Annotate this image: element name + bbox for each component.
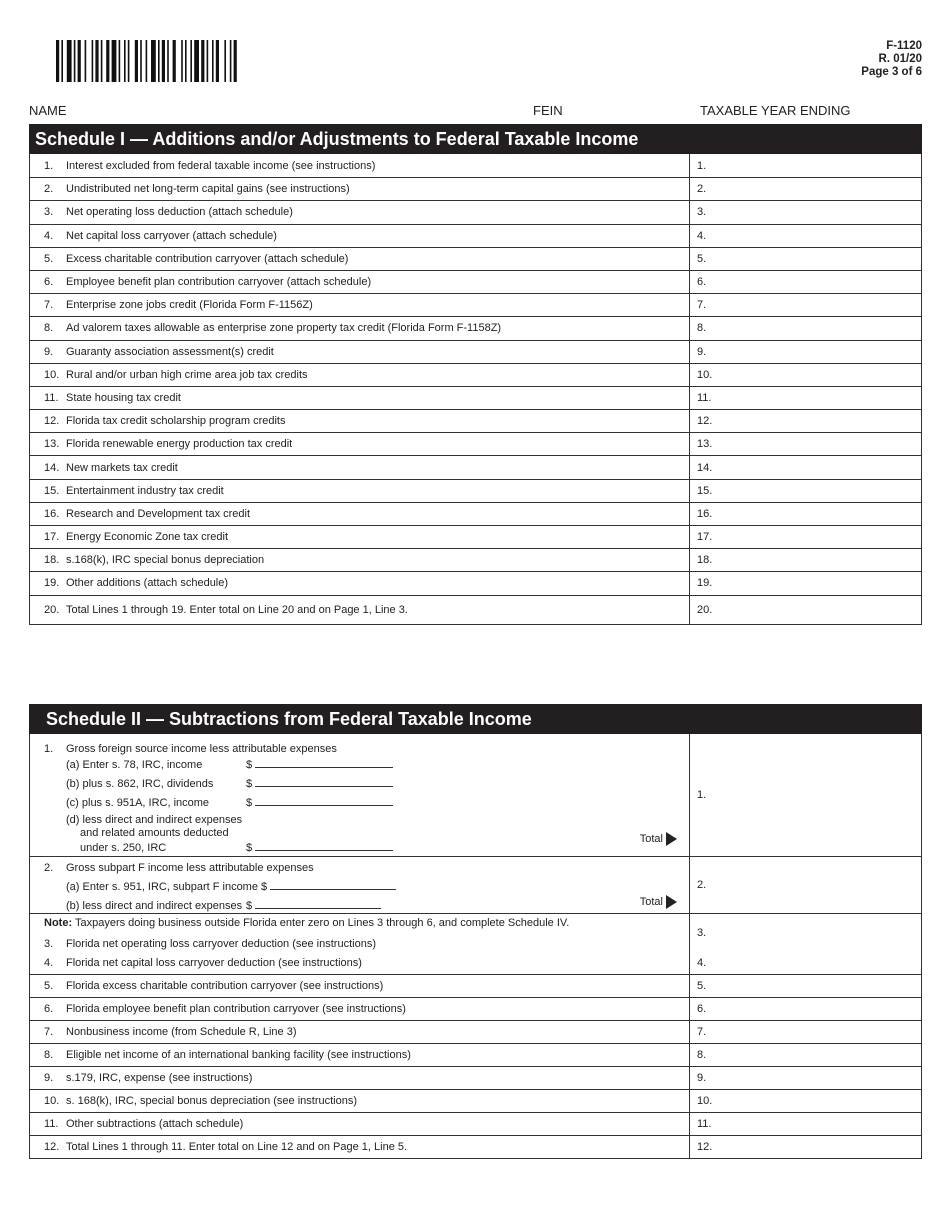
- line-amount-box[interactable]: 16.: [697, 507, 713, 520]
- line-text: Excess charitable contribution carryover (attach schedule): [66, 252, 349, 265]
- line-description: [30, 248, 690, 270]
- line-text: Other additions (attach schedule): [66, 577, 229, 590]
- line-description: [30, 154, 690, 177]
- schedule-i-line-row: [30, 224, 921, 247]
- barcode-bar: [124, 40, 126, 82]
- line-description: [30, 1113, 690, 1135]
- line-number: 5.: [44, 980, 54, 992]
- barcode-bar: [230, 40, 232, 82]
- line-number: 18.: [44, 554, 60, 567]
- line-description: [30, 526, 690, 548]
- schedule-ii-line-row: [30, 1020, 921, 1043]
- barcode-bar: [224, 40, 226, 82]
- line-number: 2.: [44, 862, 54, 874]
- line-number: 19.: [44, 577, 60, 590]
- line-description: [30, 456, 690, 478]
- line-number: 7.: [44, 1026, 54, 1038]
- line-amount-box[interactable]: 5.: [697, 252, 707, 265]
- schedule-ii-line-row: [30, 1066, 921, 1089]
- total-label: Total: [639, 833, 663, 845]
- line-1b-label: (b) plus s. 862, IRC, dividends: [66, 778, 214, 790]
- arrow-right-icon: [666, 895, 677, 909]
- line-description: [30, 1021, 690, 1043]
- line-text: Florida excess charitable contribution carryover (see instructions): [66, 980, 384, 992]
- form-revision: R. 01/20: [878, 53, 922, 65]
- line-text: Entertainment industry tax credit: [66, 484, 224, 497]
- line-description: [30, 341, 690, 363]
- line-2-amount-box[interactable]: 2.: [697, 879, 707, 891]
- line-amount-box[interactable]: 10.: [697, 1095, 713, 1107]
- line-amount-box[interactable]: 18.: [697, 554, 713, 567]
- barcode-bar: [146, 40, 148, 82]
- line-description: [30, 572, 690, 594]
- line-amount-box[interactable]: 9.: [697, 345, 707, 358]
- note-label: Note:: [44, 917, 73, 929]
- line-amount-box[interactable]: 12.: [697, 415, 713, 428]
- line-amount-box[interactable]: 7.: [697, 1026, 707, 1038]
- line-2a-label: (a) Enter s. 951, IRC, subpart F income $: [66, 881, 268, 893]
- line-number: 17.: [44, 531, 60, 544]
- schedule-i-line-row: [30, 595, 921, 624]
- schedule-i: [29, 124, 922, 625]
- line-text: s. 168(k), IRC, special bonus depreciation (see instructions): [66, 1095, 358, 1107]
- barcode-bar: [173, 40, 176, 82]
- line-number: 11.: [44, 391, 59, 404]
- barcode-bar: [56, 40, 59, 82]
- line-number: 13.: [44, 438, 60, 451]
- schedule-i-line-row: [30, 363, 921, 386]
- line-amount-box[interactable]: 7.: [697, 299, 707, 312]
- dollar-sign: $: [246, 842, 253, 854]
- line-amount-box[interactable]: 15.: [697, 484, 713, 497]
- schedule-i-line-row: [30, 293, 921, 316]
- barcode-bar: [194, 40, 199, 82]
- line-number: 6.: [44, 276, 54, 289]
- line-text: Interest excluded from federal taxable income (see instructions): [66, 159, 376, 172]
- dollar-sign: $: [246, 759, 253, 771]
- line-text: Net capital loss carryover (attach schedule): [66, 229, 277, 242]
- line-text: Nonbusiness income (from Schedule R, Line 3): [66, 1026, 297, 1038]
- name-label: NAME: [29, 103, 67, 118]
- note-text: Taxpayers doing business outside Florida enter zero on Lines 3 through 6, and complete Schedule IV.: [72, 917, 570, 929]
- barcode-bar: [162, 40, 165, 82]
- barcode-bar: [61, 40, 63, 82]
- schedule-ii: [29, 704, 922, 1159]
- line-description: [30, 975, 690, 997]
- line-1d-label-1: (d) less direct and indirect expenses: [66, 814, 243, 826]
- line-description: [30, 596, 690, 624]
- line-text: Total Lines 1 through 11. Enter total on Line 12 and on Page 1, Line 5.: [66, 1141, 408, 1153]
- schedule-ii-line-row: [30, 974, 921, 997]
- line-1-text: Gross foreign source income less attributable expenses: [66, 743, 337, 755]
- line-description: [30, 503, 690, 525]
- line-amount-box[interactable]: 13.: [697, 438, 713, 451]
- line-text: Undistributed net long-term capital gains (see instructions): [66, 183, 350, 196]
- taxable-year-label: TAXABLE YEAR ENDING: [700, 103, 851, 118]
- line-description: [30, 998, 690, 1020]
- line-text: Total Lines 1 through 19. Enter total on Line 20 and on Page 1, Line 3.: [66, 603, 408, 616]
- line-amount-box[interactable]: 11.: [697, 1118, 712, 1130]
- schedule-ii-line-row: [30, 951, 921, 974]
- line-description: [30, 225, 690, 247]
- schedule-i-line-row: [30, 571, 921, 594]
- total-label: Total: [639, 896, 663, 908]
- line-text: State housing tax credit: [66, 391, 181, 404]
- line-amount-box[interactable]: 20.: [697, 603, 713, 616]
- line-text: Employee benefit plan contribution carryover (attach schedule): [66, 276, 372, 289]
- line-1c-field[interactable]: [255, 795, 393, 806]
- barcode-bar: [95, 40, 98, 82]
- fein-label: FEIN: [533, 103, 563, 118]
- line-number: 6.: [44, 1003, 54, 1015]
- form-number: F-1120: [886, 40, 922, 52]
- schedule-ii-line-row: [30, 1043, 921, 1066]
- barcode-bar: [167, 40, 169, 82]
- barcode-bar: [181, 40, 183, 82]
- line-text: s.168(k), IRC special bonus depreciation: [66, 554, 265, 567]
- barcode-bar: [190, 40, 192, 82]
- line-text: Guaranty association assessment(s) credit: [66, 345, 274, 358]
- line-amount-box[interactable]: 9.: [697, 1072, 707, 1084]
- schedule-ii-line-3: [30, 913, 921, 951]
- line-amount-box[interactable]: 4.: [697, 956, 707, 969]
- line-3-text: Florida net operating loss carryover deduction (see instructions): [66, 938, 376, 950]
- schedule-i-line-row: [30, 270, 921, 293]
- line-number: 9.: [44, 345, 54, 358]
- line-number: 12.: [44, 415, 60, 428]
- line-number: 12.: [44, 1141, 60, 1153]
- barcode-bar: [216, 40, 219, 82]
- barcode-bar: [212, 40, 214, 82]
- schedule-ii-line-row: [30, 1112, 921, 1135]
- line-1d-label-3: under s. 250, IRC: [80, 842, 167, 854]
- line-description: [30, 480, 690, 502]
- dollar-sign: $: [246, 778, 253, 790]
- barcode-bar: [92, 40, 94, 82]
- line-text: Energy Economic Zone tax credit: [66, 531, 229, 544]
- line-number: 1.: [44, 743, 54, 755]
- schedule-ii-title: Schedule II — Subtractions from Federal Taxable Income: [29, 704, 922, 734]
- line-text: Eligible net income of an international banking facility (see instructions): [66, 1049, 411, 1061]
- line-text: Rural and/or urban high crime area job tax credits: [66, 368, 308, 381]
- line-description: [30, 364, 690, 386]
- line-number: 15.: [44, 484, 60, 497]
- line-1c-label: (c) plus s. 951A, IRC, income: [66, 797, 210, 809]
- schedule-ii-line-row: [30, 1089, 921, 1112]
- dollar-sign: $: [246, 900, 253, 912]
- barcode-bar: [112, 40, 117, 82]
- schedule-i-line-row: [30, 525, 921, 548]
- barcode-bar: [128, 40, 130, 82]
- barcode-bar: [67, 40, 72, 82]
- barcode-bar: [74, 40, 76, 82]
- line-text: Florida renewable energy production tax credit: [66, 438, 293, 451]
- line-number: 5.: [44, 252, 54, 265]
- line-amount-box[interactable]: 17.: [697, 531, 713, 544]
- line-1a-field[interactable]: [255, 757, 393, 768]
- line-number: 16.: [44, 507, 60, 520]
- line-description: [30, 201, 690, 223]
- line-1-total: [640, 832, 677, 846]
- schedule-i-line-row: [30, 247, 921, 270]
- schedule-i-line-row: [30, 409, 921, 432]
- schedule-ii-line-2: [30, 856, 921, 913]
- barcode-bar: [158, 40, 160, 82]
- line-description: [30, 271, 690, 293]
- line-description: [30, 951, 690, 974]
- line-description: [30, 294, 690, 316]
- line-description: [30, 1090, 690, 1112]
- line-number: 10.: [44, 368, 60, 381]
- line-amount-box[interactable]: 2.: [697, 183, 707, 196]
- schedule-i-line-row: [30, 340, 921, 363]
- line-description: [30, 317, 690, 339]
- schedule-i-line-row: [30, 548, 921, 571]
- line-number: 3.: [44, 938, 54, 950]
- schedule-i-line-row: [30, 479, 921, 502]
- line-text: Ad valorem taxes allowable as enterprise zone property tax credit (Florida Form F-1158Z): [66, 322, 502, 335]
- barcode-bar: [101, 40, 103, 82]
- line-amount-box[interactable]: 12.: [697, 1141, 713, 1153]
- schedule-ii-line-row: [30, 997, 921, 1020]
- line-amount-box[interactable]: 8.: [697, 1049, 707, 1061]
- line-text: Florida employee benefit plan contribution carryover (see instructions): [66, 1003, 406, 1015]
- line-number: 1.: [44, 159, 54, 172]
- line-text: Net operating loss deduction (attach schedule): [66, 206, 293, 219]
- line-amount-box[interactable]: 10.: [697, 368, 713, 381]
- line-text: Enterprise zone jobs credit (Florida Form F-1156Z): [66, 299, 313, 312]
- barcode-bar: [140, 40, 142, 82]
- barcode-bar: [135, 40, 138, 82]
- line-amount-box[interactable]: 5.: [697, 980, 707, 992]
- line-description: [30, 433, 690, 455]
- barcode-bar: [85, 40, 87, 82]
- schedule-i-title: Schedule I — Additions and/or Adjustments to Federal Taxable Income: [29, 124, 922, 154]
- schedule-i-line-row: [30, 177, 921, 200]
- barcode-bar: [201, 40, 204, 82]
- line-number: 8.: [44, 1049, 54, 1061]
- line-amount-box[interactable]: 11.: [697, 391, 712, 404]
- line-number: 3.: [44, 206, 54, 219]
- line-number: 4.: [44, 956, 54, 969]
- line-1b-field[interactable]: [255, 776, 393, 787]
- line-number: 8.: [44, 322, 54, 335]
- line-description: [30, 549, 690, 571]
- dollar-sign: $: [246, 797, 253, 809]
- schedule-i-line-row: [30, 455, 921, 478]
- line-amount-box[interactable]: 1.: [697, 159, 707, 172]
- line-description: [30, 387, 690, 409]
- barcode-bar: [151, 40, 156, 82]
- barcode-bar: [234, 40, 237, 82]
- line-text: Research and Development tax credit: [66, 507, 251, 520]
- line-description: [30, 178, 690, 200]
- schedule-ii-note: [44, 916, 689, 931]
- line-2b-field[interactable]: [255, 898, 381, 909]
- barcode-bar: [185, 40, 187, 82]
- line-amount-box[interactable]: 3.: [697, 206, 707, 219]
- page-number: Page 3 of 6: [861, 66, 922, 78]
- line-number: 7.: [44, 299, 54, 312]
- line-1d-field[interactable]: [255, 840, 393, 851]
- line-amount-box[interactable]: 8.: [697, 322, 707, 335]
- schedule-ii-line-1: [30, 734, 921, 856]
- schedule-i-line-row: [30, 316, 921, 339]
- barcode-bar: [106, 40, 109, 82]
- schedule-i-line-row: [30, 502, 921, 525]
- line-text: New markets tax credit: [66, 461, 178, 474]
- line-number: 2.: [44, 183, 54, 196]
- line-2-total: [640, 895, 677, 909]
- barcode-bar: [119, 40, 121, 82]
- line-1-amount-box[interactable]: 1.: [697, 789, 707, 801]
- line-description: [30, 410, 690, 432]
- line-text: Florida tax credit scholarship program credits: [66, 415, 286, 428]
- line-1a-label: (a) Enter s. 78, IRC, income: [66, 759, 203, 771]
- arrow-right-icon: [666, 832, 677, 846]
- line-text: Other subtractions (attach schedule): [66, 1118, 244, 1130]
- line-number: 10.: [44, 1095, 60, 1107]
- line-text: Florida net capital loss carryover deduction (see instructions): [66, 956, 362, 969]
- form-identifier: [861, 40, 922, 79]
- line-number: 9.: [44, 1072, 54, 1084]
- line-number: 4.: [44, 229, 54, 242]
- schedule-i-line-row: [30, 386, 921, 409]
- line-amount-box[interactable]: 6.: [697, 1003, 707, 1015]
- line-amount-box[interactable]: 6.: [697, 276, 707, 289]
- line-amount-box[interactable]: 14.: [697, 461, 713, 474]
- schedule-i-line-row: [30, 432, 921, 455]
- line-amount-box[interactable]: 4.: [697, 229, 707, 242]
- line-2-text: Gross subpart F income less attributable expenses: [66, 862, 314, 874]
- line-number: 11.: [44, 1118, 59, 1130]
- line-2a-field[interactable]: [270, 879, 396, 890]
- line-description: [30, 1044, 690, 1066]
- barcode: [56, 40, 280, 82]
- barcode-bar: [78, 40, 81, 82]
- line-2b-label: (b) less direct and indirect expenses: [66, 900, 243, 912]
- line-description: [30, 1136, 690, 1158]
- schedule-ii-line-row: [30, 1135, 921, 1158]
- barcode-bar: [207, 40, 209, 82]
- schedule-i-line-row: [30, 154, 921, 177]
- line-1d-label-2: and related amounts deducted: [80, 827, 229, 839]
- line-text: s.179, IRC, expense (see instructions): [66, 1072, 253, 1084]
- schedule-i-line-row: [30, 200, 921, 223]
- line-amount-box[interactable]: 19.: [697, 577, 713, 590]
- line-description: [30, 1067, 690, 1089]
- line-3-amount-box[interactable]: 3.: [697, 926, 707, 939]
- line-number: 20.: [44, 603, 60, 616]
- line-number: 14.: [44, 461, 60, 474]
